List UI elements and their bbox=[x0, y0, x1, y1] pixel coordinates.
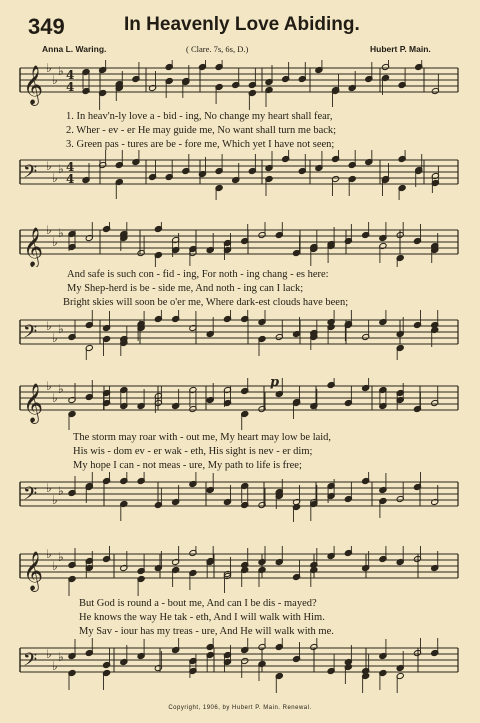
system-2-bass-staff bbox=[0, 310, 480, 360]
hymn-number: 349 bbox=[28, 14, 65, 39]
svg-text:𝄢: 𝄢 bbox=[23, 322, 38, 347]
system-4-verse-1: But God is round a - bout me, And can I be dis - mayed? bbox=[79, 598, 317, 609]
svg-text:4: 4 bbox=[66, 160, 75, 174]
svg-text:♭: ♭ bbox=[46, 481, 52, 495]
svg-text:♭: ♭ bbox=[46, 647, 52, 661]
svg-text:4: 4 bbox=[66, 68, 75, 82]
system-3-verse-2: His wis - dom ev - er wak - eth, His sight is nev - er dim; bbox=[73, 446, 313, 457]
svg-text:♭: ♭ bbox=[58, 650, 64, 664]
lyricist-credit: Anna L. Waring. bbox=[42, 44, 107, 54]
svg-text:♭: ♭ bbox=[52, 171, 58, 185]
svg-text:𝄢: 𝄢 bbox=[23, 162, 38, 187]
svg-text:4: 4 bbox=[66, 80, 75, 94]
svg-text:♭: ♭ bbox=[46, 61, 52, 75]
svg-text:♭: ♭ bbox=[46, 547, 52, 561]
svg-text:𝄢: 𝄢 bbox=[23, 650, 38, 675]
svg-text:𝄢: 𝄢 bbox=[23, 484, 38, 509]
svg-text:♭: ♭ bbox=[46, 379, 52, 393]
system-4-treble-staff bbox=[0, 546, 480, 596]
system-3-verse-3: My hope I can - not meas - ure, My path to life is free; bbox=[73, 460, 302, 471]
svg-text:♭: ♭ bbox=[46, 159, 52, 173]
svg-text:♭: ♭ bbox=[52, 559, 58, 573]
svg-text:♭: ♭ bbox=[58, 162, 64, 176]
hymn-title: In Heavenly Love Abiding. bbox=[124, 14, 360, 35]
system-3-verse-1: The storm may roar with - out me, My heart may low be laid, bbox=[73, 432, 332, 443]
system-1-verse-3: 3. Green pas - tures are be - fore me, Which yet I have not seen; bbox=[66, 139, 335, 150]
svg-text:♭: ♭ bbox=[58, 322, 64, 336]
system-1-verse-2: 2. Wher - ev - er He may guide me, No want shall turn me back; bbox=[66, 125, 337, 136]
system-2-verse-2: My Shep-herd is be - side me, And noth - ing can I lack; bbox=[67, 283, 304, 294]
copyright-notice: Copyright, 1906, by Hubert P. Main. Renewal. bbox=[168, 705, 312, 711]
svg-text:♭: ♭ bbox=[58, 64, 64, 78]
svg-text:♭: ♭ bbox=[58, 484, 64, 498]
svg-text:♭: ♭ bbox=[58, 226, 64, 240]
svg-text:♭: ♭ bbox=[52, 73, 58, 87]
svg-text:♭: ♭ bbox=[52, 493, 58, 507]
svg-text:♭: ♭ bbox=[52, 659, 58, 673]
system-2-verse-3: Bright skies will soon be o'er me, Where dark-est clouds have been; bbox=[63, 297, 349, 308]
system-2-verse-1: And safe is such con - fid - ing, For noth - ing chang - es here: bbox=[67, 269, 329, 280]
svg-text:♭: ♭ bbox=[46, 319, 52, 333]
svg-text:♭: ♭ bbox=[58, 550, 64, 564]
svg-text:𝄞: 𝄞 bbox=[23, 227, 44, 267]
svg-text:♭: ♭ bbox=[52, 331, 58, 345]
system-3-treble-staff bbox=[0, 378, 480, 430]
system-1-verse-1: 1. In heav'n-ly love a - bid - ing, No change my heart shall fear, bbox=[66, 111, 333, 122]
svg-text:♭: ♭ bbox=[58, 382, 64, 396]
dynamic-marking: p bbox=[270, 378, 280, 390]
svg-text:𝄞: 𝄞 bbox=[23, 65, 44, 105]
svg-text:𝄞: 𝄞 bbox=[23, 551, 44, 591]
composer-credit: Hubert P. Main. bbox=[370, 44, 431, 54]
svg-text:♭: ♭ bbox=[52, 235, 58, 249]
svg-text:𝄞: 𝄞 bbox=[23, 383, 44, 423]
system-3-bass-staff bbox=[0, 472, 480, 522]
tune-meter: ( Clare. 7s, 6s, D.) bbox=[186, 44, 249, 54]
system-2-treble-staff bbox=[0, 222, 480, 267]
svg-text:♭: ♭ bbox=[46, 223, 52, 237]
system-4-verse-2: He knows the way He tak - eth, And I will walk with Him. bbox=[79, 612, 325, 623]
system-4-bass-staff bbox=[0, 638, 480, 693]
svg-text:♭: ♭ bbox=[52, 391, 58, 405]
svg-text:4: 4 bbox=[66, 172, 75, 186]
system-1-bass-staff bbox=[0, 150, 480, 200]
system-4-verse-3: My Sav - iour has my treas - ure, And He will walk with me. bbox=[79, 626, 334, 637]
